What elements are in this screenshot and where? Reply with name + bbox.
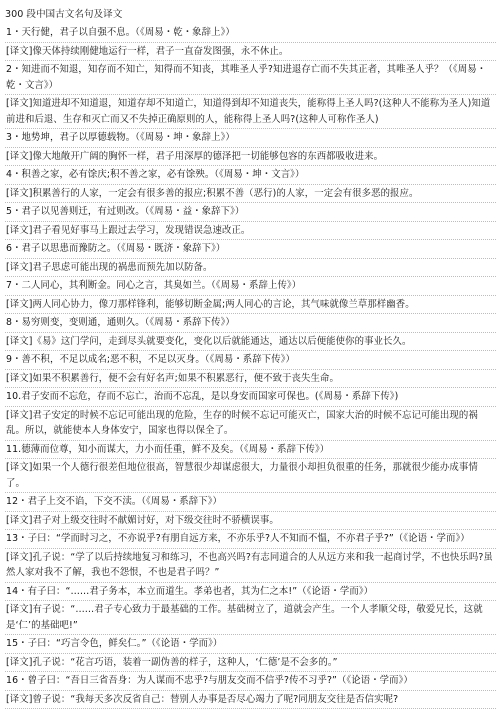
quote-line: 12・君子上交不谄，下交不渎。（《周易・系辞下》） bbox=[5, 493, 496, 512]
quote-line: 11.德薄而位尊，知小而谋大，力小而任重，鲜不及矣。（《周易・系辞下传》） bbox=[5, 441, 496, 460]
translation-line: [译文]有子说：“……君子专心致力于最基础的工作。基础树立了，道就会产生。一个人孝顺父母，敬爱兄长，这就是‘仁’的基础吧!” bbox=[5, 601, 496, 635]
quote-line: 5・君子以见善则迁，有过则改。（《周易・益・象辞下》） bbox=[5, 203, 496, 222]
translation-line: [译文]两人同心协力，像刀那样锋利，能够切断金属;两人同心的言论，其气味就像兰草那样幽香。 bbox=[5, 296, 496, 315]
quote-line: 6・君子以思患而豫防之。（《周易・既济・象辞下》） bbox=[5, 240, 496, 259]
translation-line: [译文]如果不积累善行，便不会有好名声;如果不积累恶行，便不致于丧失生命。 bbox=[5, 370, 496, 389]
quote-line: 14・有子曰：“……君子务本，本立而道生。孝弟也者，其为仁之本!”（《论语・学而》） bbox=[5, 583, 496, 602]
translation-line: [译文]如果一个人德行很差但地位很高，智慧很少却谋虑很大，力量很小却担负很重的任务，那就很少能办成事情了。 bbox=[5, 459, 496, 493]
translation-line: [译文]孔子说：“学了以后持续地复习和练习，不也高兴吗?有志同道合的人从远方来和我一起商讨学，不也快乐吗?虽然人家对我不了解，我也不怨恨，不也是君子吗？” bbox=[5, 549, 496, 583]
translation-line: [译文]像天体持续刚健地运行一样，君子一直奋发图强，永不休止。 bbox=[5, 43, 496, 62]
document-title: 300 段中国古文名句及译文 bbox=[5, 7, 496, 22]
quote-line: 8・易穷则变，变则通，通则久。（《周易・系辞下传》） bbox=[5, 314, 496, 333]
translation-line: [译文]《易》这门学问，走到尽头就要变化，变化以后就能通达，通达以后便能使你的事业长久。 bbox=[5, 333, 496, 352]
quote-line: 2・知进而不知退，知存而不知亡，知得而不知丧，其唯圣人乎?知进退存亡而不失其正者，其唯圣人乎？（《周易・乾・文言》） bbox=[5, 61, 496, 95]
quote-list bbox=[5, 24, 496, 709]
translation-line: [译文]孔子说：“花言巧语，装着一副伪善的样子，这种人，‘仁德’是不会多的。” bbox=[5, 654, 496, 673]
translation-line: [译文]君子安定的时候不忘记可能出现的危险，生存的时候不忘记可能灭亡，国家大治的时候不忘记可能出现的祸乱。所以，就能使本人身体安宁，国家也得以保全了。 bbox=[5, 407, 496, 441]
translation-line: [译文]曾子说：“我每天多次反省自己：替别人办事是否尽心竭力了呢?同朋友交往是否信实呢? bbox=[5, 691, 496, 709]
quote-line: 1・天行健，君子以自强不息。（《周易・乾・象辞上》） bbox=[5, 24, 496, 43]
translation-line: [译文]像大地敞开广阔的胸怀一样，君子用深厚的德泽把一切能够包容的东西都吸收进来。 bbox=[5, 148, 496, 167]
quote-line: 13・子曰：“学而时习之，不亦说乎?有朋自远方来，不亦乐乎?人不知而不愠，不亦君子乎?”（《论语・学而》） bbox=[5, 530, 496, 549]
quote-line: 16・曾子曰：“吾日三省吾身：为人谋而不忠乎?与朋友交而不信乎?传不习乎?”（《论语・学而》） bbox=[5, 672, 496, 691]
quote-line: 7・二人同心，其利断金。同心之言，其臭如兰。（《周易・系辞上传》） bbox=[5, 277, 496, 296]
quote-line: 10.君子安而不忘危，存而不忘亡，治而不忘乱，是以身安而国家可保也。(《周易・系辞下传》) bbox=[5, 388, 496, 407]
quote-line: 9・善不积，不足以成名;恶不积，不足以灭身。（《周易・系辞下传》） bbox=[5, 351, 496, 370]
translation-line: [译文]君子看见好事马上跟过去学习，发现错误急速改正。 bbox=[5, 222, 496, 241]
translation-line: [译文]君子思虑可能出现的祸患而预先加以防备。 bbox=[5, 259, 496, 278]
quote-line: 4・积善之家，必有馀庆;积不善之家，必有馀殃。（《周易・坤・文言》） bbox=[5, 166, 496, 185]
quote-line: 15・子曰：“巧言令色，鲜矣仁。”（《论语・学而》） bbox=[5, 635, 496, 654]
translation-line: [译文]君子对上级交往时不献媚讨好，对下级交往时不骄横误事。 bbox=[5, 512, 496, 531]
quote-line: 3・地势坤，君子以厚德载物。（《周易・坤・象辞上》） bbox=[5, 129, 496, 148]
translation-line: [译文]积累善行的人家，一定会有很多善的报应;积累不善（恶行)的人家，一定会有很多恶的报应。 bbox=[5, 185, 496, 204]
translation-line: [译文]知道进却不知道退，知道存却不知道亡，知道得到却不知道丧失，能称得上圣人吗?(这种人不能称为圣人)知道前进和后退、生存和灭亡而又不失掉正确原则的人，能称得上圣人吗?(这种人可称作圣人) bbox=[5, 95, 496, 129]
